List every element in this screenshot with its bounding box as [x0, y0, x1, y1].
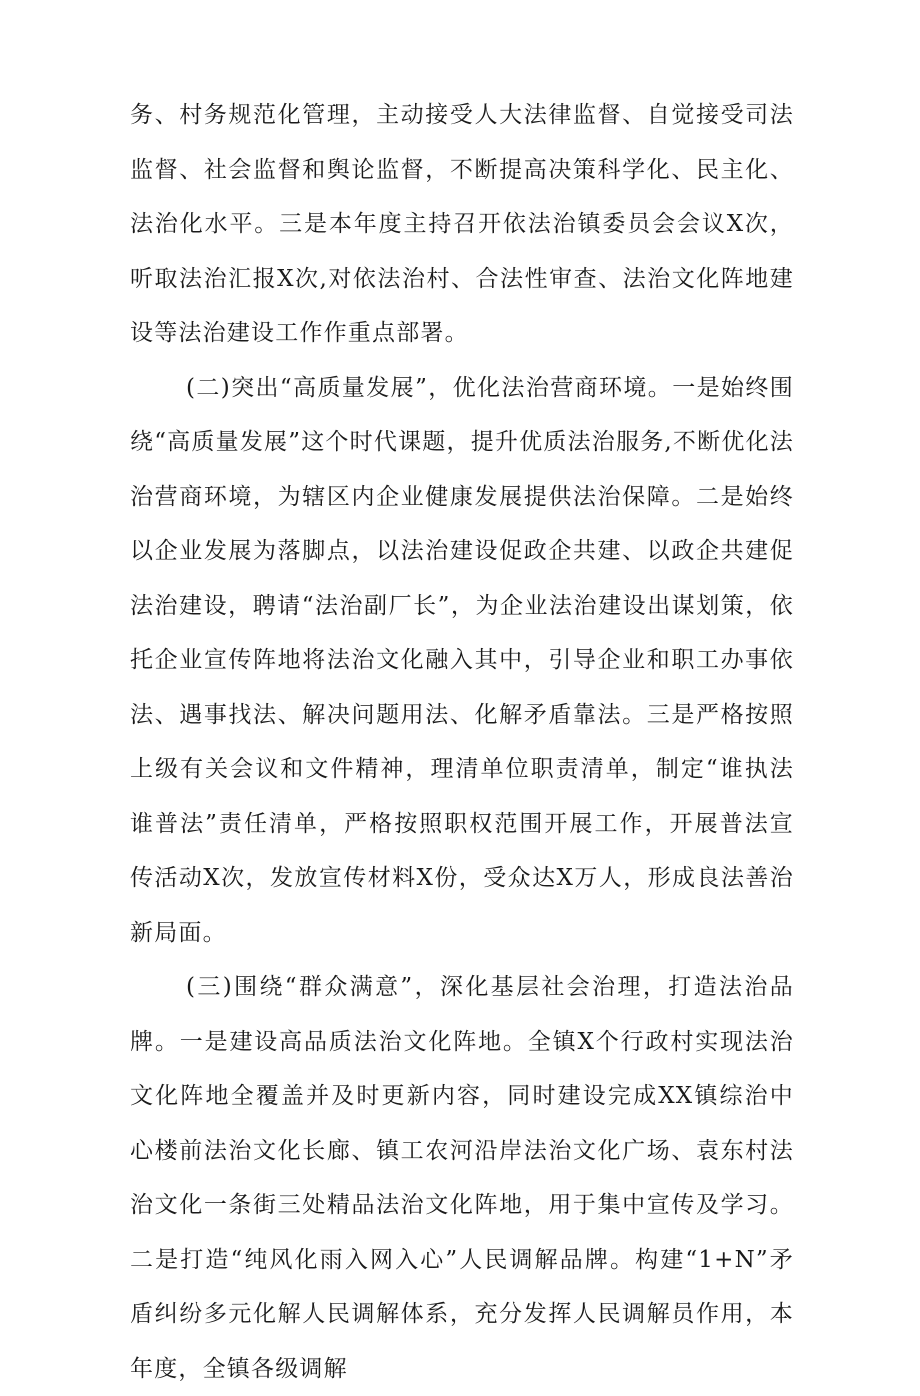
- document-body: [130, 88, 794, 1396]
- paragraph-section-three: (三)围绕“群众满意”，深化基层社会治理，打造法治品牌。一是建设高品质法治文化阵地。全镇X个行政村实现法治文化阵地全覆盖并及时更新内容，同时建设完成XX镇综治中心楼前法治文化长廊、镇工农河沿岸法治文化广场、袁东村法治文化一条街三处精品法治文化阵地，用于集中宣传及学习。二是打造“纯风化雨入网入心”人民调解品牌。构建“1+N”矛盾纠纷多元化解人民调解体系，充分发挥人民调解员作用，本年度，全镇各级调解: [130, 974, 794, 1382]
- paragraph-section-two: (二)突出“高质量发展”，优化法治营商环境。一是始终围绕“高质量发展”这个时代课题，提升优质法治服务,不断优化法治营商环境，为辖区内企业健康发展提供法治保障。二是始终以企业发展为落脚点，以法治建设促政企共建、以政企共建促法治建设，聘请“法治副厂长”，为企业法治建设出谋划策，依托企业宣传阵地将法治文化融入其中，引导企业和职工办事依法、遇事找法、解决问题用法、化解矛盾靠法。三是严格按照上级有关会议和文件精神，理清单位职责清单，制定“谁执法谁普法”责任清单，严格按照职权范围开展工作，开展普法宣传活动X次，发放宣传材料X份，受众达X万人，形成良法善治新局面。: [130, 374, 794, 946]
- paragraph-continued: 务、村务规范化管理，主动接受人大法律监督、自觉接受司法监督、社会监督和舆论监督，不断提高决策科学化、民主化、法治化水平。三是本年度主持召开依法治镇委员会会议X次，听取法治汇报X次,对依法治村、合法性审查、法治文化阵地建设等法治建设工作作重点部署。: [130, 102, 794, 346]
